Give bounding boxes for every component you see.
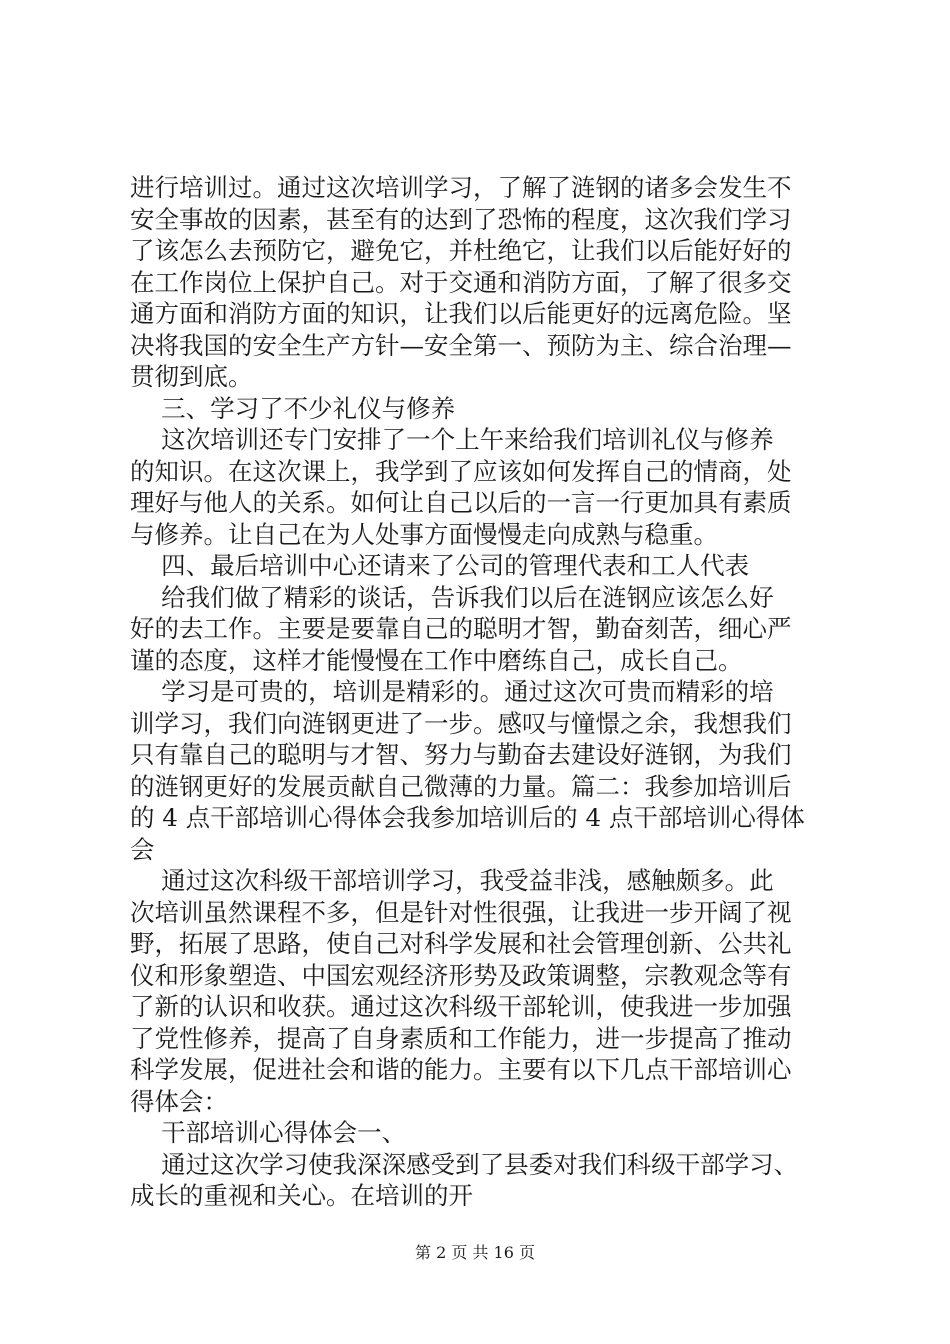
- text-line: 次培训虽然课程不多，但是针对性很强，让我进一步开阔了视: [130, 897, 792, 927]
- text-line: 训学习，我们向涟钢更进了一步。感叹与憧憬之余，我想我们: [130, 708, 792, 738]
- document-body: [130, 172, 830, 1212]
- text-line: 通过这次学习使我深深感受到了县委对我们科级干部学习、: [130, 1149, 799, 1179]
- text-line: 得体会：: [130, 1086, 228, 1116]
- text-line: 会: [130, 834, 155, 864]
- text-line: 的知识。在这次课上，我学到了应该如何发挥自己的情商，处: [130, 456, 792, 486]
- text-line: 野，拓展了思路，使自己对科学发展和社会管理创新、公共礼: [130, 929, 792, 958]
- text-line: 通方面和消防方面的知识，让我们以后能更好的远离危险。坚: [130, 299, 792, 328]
- text-line: 好的去工作。主要是要靠自己的聪明才智，勤奋刻苦，细心严: [130, 614, 792, 643]
- text-line: 决将我国的安全生产方针—安全第一、预防为主、综合治理—: [130, 330, 792, 360]
- text-line: 学习是可贵的，培训是精彩的。通过这次可贵而精彩的培: [130, 677, 774, 706]
- section-heading: 三、学习了不少礼仪与修养: [130, 393, 456, 423]
- text-line: 贯彻到底。: [130, 362, 253, 391]
- text-line: 在工作岗位上保护自己。对于交通和消防方面，了解了很多交: [130, 267, 792, 297]
- text-line: 了新的认识和收获。通过这次科级干部轮训，使我进一步加强: [130, 992, 792, 1021]
- text-line: 仪和形象塑造、中国宏观经济形势及政策调整，宗教观念等有: [130, 960, 792, 990]
- text-line: 理好与他人的关系。如何让自己以后的一言一行更加具有素质: [130, 488, 792, 517]
- text-line: 成长的重视和关心。在培训的开: [130, 1181, 473, 1210]
- text-line: 了该怎么去预防它，避免它，并杜绝它，让我们以后能好好的: [130, 236, 792, 265]
- text-line: 进行培训过。通过这次培训学习，了解了涟钢的诸多会发生不: [130, 173, 792, 202]
- page-footer: 第 2 页 共 16 页: [415, 1243, 535, 1262]
- text-line: 安全事故的因素，甚至有的达到了恐怖的程度，这次我们学习: [130, 204, 792, 234]
- section-heading: 干部培训心得体会一、: [130, 1118, 407, 1147]
- text-line: 只有靠自己的聪明与才智、努力与勤奋去建设好涟钢，为我们: [130, 740, 792, 769]
- text-line: 通过这次科级干部培训学习，我受益非浅，感触颇多。此: [130, 866, 774, 895]
- text-line: 这次培训还专门安排了一个上午来给我们培训礼仪与修养: [130, 425, 774, 454]
- text-line: 谨的态度，这样才能慢慢在工作中磨练自己，成长自己。: [130, 645, 743, 675]
- section-heading: 四、最后培训中心还请来了公司的管理代表和工人代表: [130, 551, 750, 580]
- text-line: 了党性修养，提高了自身素质和工作能力，进一步提高了推动: [130, 1023, 792, 1053]
- text-line: 的 4 点干部培训心得体会我参加培训后的 4 点干部培训心得体: [130, 803, 805, 832]
- text-line: 的涟钢更好的发展贡献自己微薄的力量。篇二：我参加培训后: [130, 771, 792, 801]
- text-line: 科学发展，促进社会和谐的能力。主要有以下几点干部培训心: [130, 1055, 792, 1084]
- text-line: 与修养。让自己在为人处事方面慢慢走向成熟与稳重。: [130, 519, 718, 549]
- text-line: 给我们做了精彩的谈话，告诉我们以后在涟钢应该怎么好: [130, 582, 774, 612]
